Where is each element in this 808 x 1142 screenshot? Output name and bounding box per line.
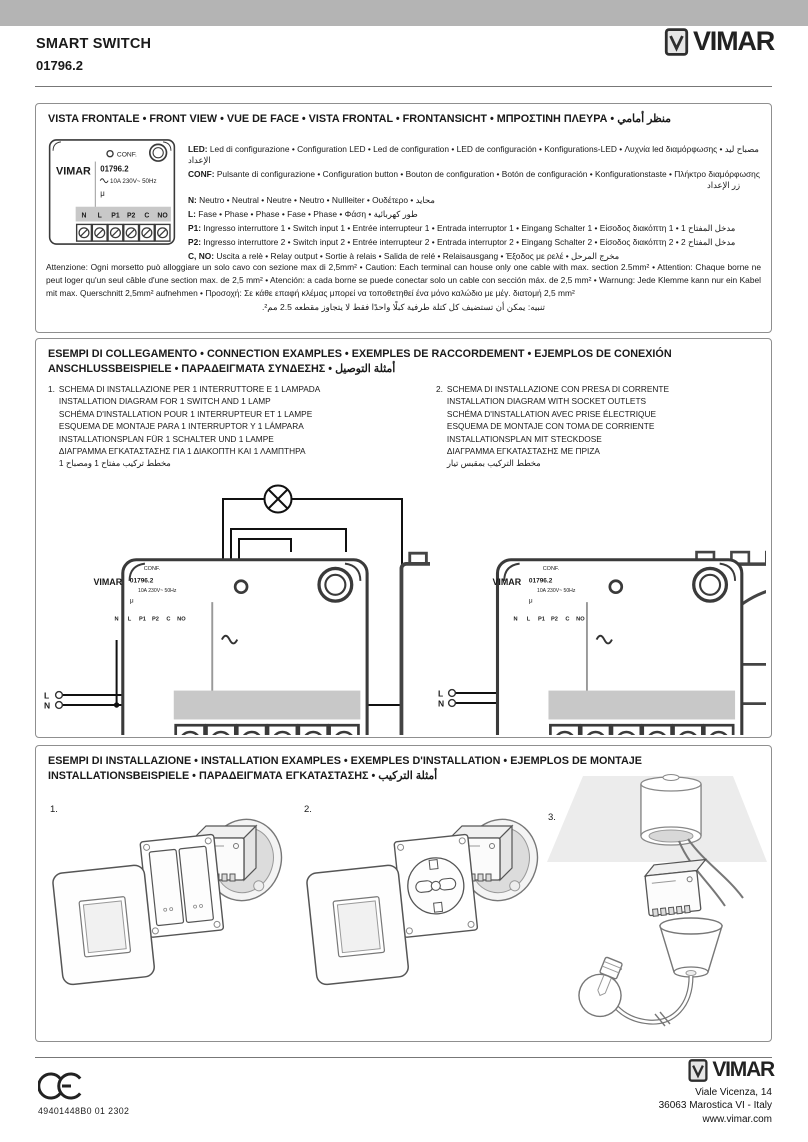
svg-text:10A 230V~ 50Hz: 10A 230V~ 50Hz	[537, 588, 576, 595]
installation-example-2-drawing	[298, 798, 550, 1036]
example-line: SCHEMA DI INSTALLAZIONE PER 1 INTERRUTTORE E 1 LAMPADA	[58, 384, 321, 394]
website: www.vimar.com	[702, 1113, 772, 1125]
svg-text:NO: NO	[576, 616, 585, 623]
example-line: ΔΙΑΓΡΑΜΜΑ ΕΓΚΑΤΑΣΤΑΣΗΣ ΜΕ ΠΡΙΖΑ	[446, 446, 600, 457]
legend-row-l	[188, 209, 770, 220]
vimar-wordmark: VIMAR	[712, 1058, 774, 1081]
connection-title	[48, 347, 759, 376]
legend-row-p1	[188, 223, 770, 234]
vimar-logo-icon	[664, 28, 689, 56]
svg-text:N: N	[513, 616, 518, 623]
legend-text: Pulsante di configurazione • Configuration button • Bouton de configuration • Botón de configuración • Konfigurationstaste • Πλήκτρο διαμόρφωσης	[214, 168, 760, 179]
connection-example-2-text	[436, 383, 808, 470]
svg-text:VIMAR: VIMAR	[492, 576, 522, 587]
smart-switch-device	[93, 560, 367, 735]
example-number: 2.	[436, 384, 443, 394]
legend-text-arabic: زر الإعداد	[707, 180, 740, 191]
legend-text: Fase • Phase • Phase • Fase • Phase • Φάση • طور كهربائية	[195, 208, 418, 219]
legend-row-led	[188, 144, 770, 165]
document-code: 49401448B0 01 2302	[38, 1106, 130, 1116]
svg-text:C: C	[144, 212, 150, 220]
svg-text:C: C	[166, 616, 171, 623]
svg-text:P1: P1	[139, 616, 146, 623]
svg-text:L: L	[97, 212, 102, 220]
svg-text:P2: P2	[126, 212, 136, 220]
legend-text: Led di configurazione • Configuration LED • Led de configuration • LED de configuración • Konfigurations-LED • Λυχνία led διαμόρφωσης • مصباح ليد الإعداد	[188, 144, 759, 165]
svg-text:μ: μ	[528, 597, 533, 605]
svg-text:01796.2: 01796.2	[528, 577, 553, 585]
vimar-logo	[664, 26, 774, 57]
svg-text:CONF.: CONF.	[116, 151, 137, 159]
ce-mark-icon	[38, 1070, 86, 1102]
legend-row-n	[188, 195, 770, 206]
svg-text:μ: μ	[100, 188, 105, 198]
smart-switch-device	[492, 560, 741, 735]
svg-text:C: C	[565, 616, 570, 623]
svg-text:NO: NO	[157, 212, 168, 220]
svg-text:01796.2: 01796.2	[129, 577, 154, 585]
legend-key: C, NO:	[188, 251, 215, 262]
example-line-arabic: مخطط التركيب بمقبس تيار	[446, 458, 541, 469]
svg-text:P2: P2	[550, 616, 558, 623]
front-view-title: VISTA FRONTALE • FRONT VIEW • VUE DE FACE • VISTA FRONTAL • FRONTANSICHT • ΜΠΡΟΣΤΙΝΗ ΠΛΕΥΡΑ • منظر أمامي	[48, 113, 671, 125]
legend-key: LED:	[188, 144, 208, 154]
example-line: SCHÉMA D'INSTALLATION POUR 1 INTERRUPTEUR ET 1 LAMPE	[58, 408, 313, 419]
svg-text:P1: P1	[111, 212, 120, 220]
product-name: SMART SWITCH	[36, 36, 152, 52]
legend-key: L:	[188, 208, 196, 219]
legend-row-p2	[188, 237, 770, 248]
svg-text:NO: NO	[177, 616, 186, 623]
example-line: SCHÉMA D'INSTALLATION AVEC PRISE ÉLECTRIQUE	[446, 408, 656, 419]
svg-text:01796.2: 01796.2	[100, 164, 129, 174]
installation-example-3-drawing	[541, 774, 769, 1036]
example-line: ESQUEMA DE MONTAJE CON TOMA DE CORRIENTE	[446, 421, 655, 432]
neutral-label: N	[44, 700, 51, 711]
installation-example-3-number: 3.	[548, 812, 556, 823]
footer-rule	[35, 1057, 772, 1058]
example-line: INSTALLATIONSPLAN MIT STECKDOSE	[446, 433, 602, 444]
vimar-logo-icon	[688, 1059, 708, 1082]
vimar-wordmark: VIMAR	[693, 26, 774, 56]
svg-text:N: N	[81, 212, 87, 220]
connection-title-line2: ANSCHLUSSBEISPIELE • ΠΑΡΑΔΕΙΓΜΑΤΑ ΣΥΝΔΕΣΗΣ • أمثلة التوصيل	[48, 362, 396, 375]
address-line-2: 36063 Marostica VI - Italy	[658, 1100, 772, 1112]
installation-example-2-number: 2.	[304, 804, 312, 815]
svg-text:P1: P1	[538, 616, 545, 623]
installation-example-1-drawing	[44, 798, 296, 1036]
neutral-terminal	[449, 700, 456, 707]
connection-examples-section	[35, 338, 772, 738]
legend-key: P1:	[188, 222, 202, 233]
example-line: SCHEMA DI INSTALLAZIONE CON PRESA DI CORRENTE	[446, 384, 669, 394]
socket-mechanism-drawing	[394, 834, 478, 937]
module-drawing	[644, 860, 711, 917]
svg-text:10A 230V~ 50Hz: 10A 230V~ 50Hz	[110, 178, 157, 186]
wiring-diagram-socket	[436, 469, 766, 735]
legend-text: Ingresso interruttore 1 • Switch input 1 • Entrée interrupteur 1 • Entrada interruptor 1 • Eingang Schalter 1 • Είσοδος διακόπτη 1 • مدخل المفتاح 1	[201, 222, 736, 233]
company-address	[659, 1086, 772, 1126]
pendant-rose-drawing	[660, 918, 722, 977]
svg-text:VIMAR: VIMAR	[56, 165, 91, 178]
example-line: ESQUEMA DE MONTAJE PARA 1 INTERRUPTOR Y 1 LÁMPARA	[58, 421, 304, 432]
legend-key: N:	[188, 194, 197, 205]
wall-plate-drawing	[52, 864, 155, 985]
svg-text:μ: μ	[129, 597, 134, 605]
legend-key: CONF:	[188, 168, 215, 179]
svg-text:CONF.: CONF.	[542, 566, 560, 573]
legend-text: Neutro • Neutral • Neutre • Neutro • Nullleiter • Ουδέτερο • محايد	[196, 194, 435, 205]
front-view-section	[35, 103, 772, 333]
neutral-label: N	[438, 698, 445, 709]
neutral-terminal	[56, 702, 63, 709]
vimar-logo-footer	[688, 1058, 774, 1082]
installation-example-1-number: 1.	[50, 804, 58, 815]
legend-key: P2:	[188, 237, 202, 248]
wiring-diagram-switch-lamp	[40, 469, 430, 735]
address-line-1: Viale Vicenza, 14	[695, 1087, 772, 1098]
svg-text:10A 230V~ 50Hz: 10A 230V~ 50Hz	[138, 588, 177, 595]
wall-plate-drawing	[306, 864, 409, 985]
installation-title-line1: ESEMPI DI INSTALLAZIONE • INSTALLATION EXAMPLES • EXEMPLES D'INSTALLATION • EJEMPLOS DE MONTAJE	[48, 755, 642, 767]
installation-title-line2: INSTALLATIONSBEISPIELE • ΠΑΡΑΔΕΙΓΜΑΤΑ ΕΓΚΑΤΑΣΤΑΣΗΣ • أمثلة التركيب	[48, 769, 438, 782]
example-line: ΔΙΑΓΡΑΜΜΑ ΕΓΚΑΤΑΣΤΑΣΗΣ ΓΙΑ 1 ΔΙΑΚΟΠΤΗ ΚΑΙ 1 ΛΑΜΠΤΗΡΑ	[58, 446, 306, 457]
connection-title-line1: ESEMPI DI COLLEGAMENTO • CONNECTION EXAMPLES • EXEMPLES DE RACCORDEMENT • EJEMPLOS DE CONEXIÓN	[48, 348, 672, 360]
lamp-symbol	[265, 486, 292, 513]
legend-text: Uscita a relè • Relay output • Sortie à relais • Salida de relé • Relaisausgang • Έξοδος με ρελέ • مخرج المرحل	[214, 251, 620, 262]
legend-row-conf	[188, 169, 770, 191]
svg-text:CONF.: CONF.	[143, 566, 161, 573]
legend-text: Ingresso interruttore 2 • Switch input 2 • Entrée interrupteur 2 • Entrada interruptor 2 • Eingang Schalter 2 • Είσοδος διακόπτη 2 • مدخل المفتاح 2	[201, 237, 736, 248]
line-terminal	[56, 692, 63, 699]
terminal-legend	[188, 144, 770, 266]
terminal-warning: Attenzione: Ogni morsetto può alloggiare un solo cavo con sezione max di 2,5mm² • Caution: Each terminal can house only one cable with max. section 2.5mm² • Attention: Chaque borne ne peut loger qu'un seul câble d'une section max. de 2,5 mm² • Atención: a cada borne se puede conectar solo un cable con sección máx. de 2,5 mm² • Warnung: Jede Klemme kann nur ein Kabel mit max. Querschnitt 2,5mm² aufnehmen • Προσοχή: Σε κάθε επαφή κλέμας μπορεί να τοποθετηθεί ένα μόνο καλώδιο με μέγ. διατομή 2,5 mm²	[46, 262, 761, 298]
line-terminal	[449, 690, 456, 697]
line-label: L	[44, 690, 50, 701]
rocker-switch-1	[401, 553, 430, 735]
svg-text:L: L	[526, 616, 531, 623]
svg-text:VIMAR: VIMAR	[93, 576, 123, 587]
line-label: L	[438, 688, 444, 699]
svg-text:L: L	[127, 616, 132, 623]
header-rule	[35, 86, 772, 87]
svg-text:P2: P2	[151, 616, 159, 623]
installation-examples-section	[35, 745, 772, 1042]
product-code: 01796.2	[36, 58, 83, 73]
example-line: INSTALLATIONSPLAN FÜR 1 SCHALTER UND 1 LAMPE	[58, 433, 274, 444]
connection-example-1-text	[48, 383, 428, 470]
page-top-strip	[0, 0, 808, 26]
device-front-view	[48, 137, 176, 247]
example-line: INSTALLATION DIAGRAM WITH SOCKET OUTLETS	[446, 396, 647, 407]
example-line: INSTALLATION DIAGRAM FOR 1 SWITCH AND 1 LAMP	[58, 396, 271, 407]
svg-text:N: N	[114, 616, 119, 623]
switch-mechanism-drawing	[140, 834, 224, 937]
terminal-warning-arabic: تنبيه: يمكن أن تستضيف كل كتلة طرفية كبلًا واحدًا فقط لا يتجاوز مقطعه 2.5 مم².	[262, 302, 545, 312]
example-line-arabic: مخطط تركيب مفتاح 1 ومصباح 1	[58, 458, 171, 469]
example-number: 1.	[48, 384, 55, 394]
